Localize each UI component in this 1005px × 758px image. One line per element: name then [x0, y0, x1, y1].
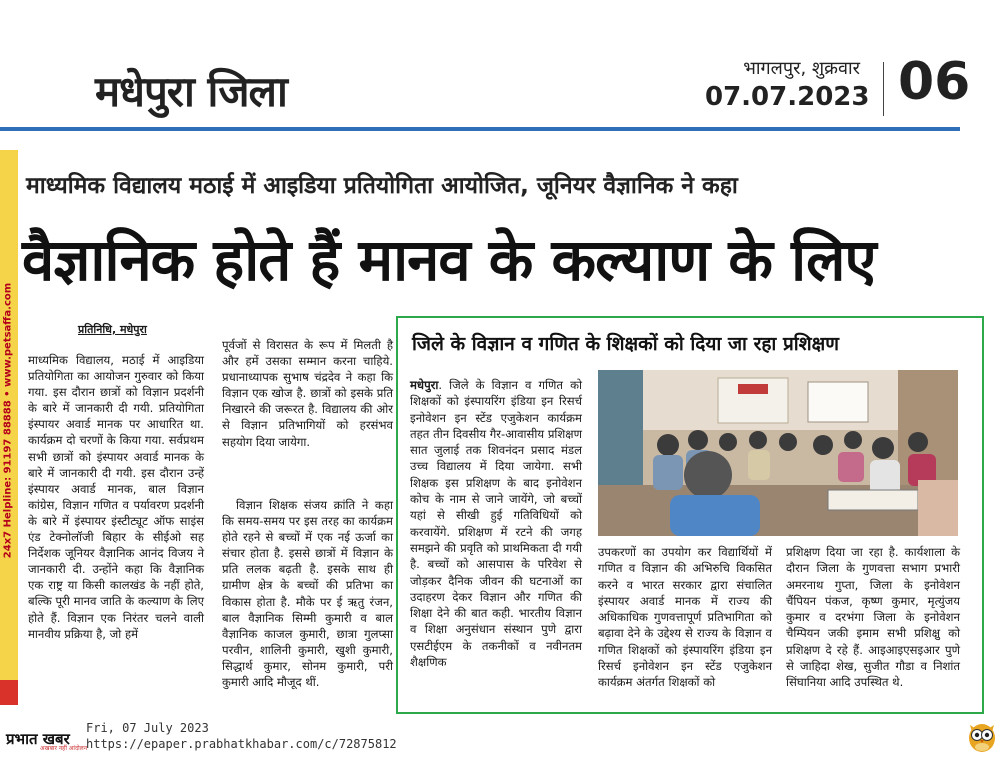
owl-icon[interactable] — [966, 719, 998, 753]
sidebar-story-column-1 — [410, 377, 582, 670]
footer-url[interactable]: https://epaper.prabhatkhabar.com/c/72875812 — [86, 737, 397, 751]
footer-date: Fri, 07 July 2023 — [86, 721, 209, 735]
article-byline: प्रतिनिधि, मधेपुरा — [78, 323, 147, 336]
article-column-2: पूर्वजों से विरासत के रूप में मिलती है और हमें उसका सम्मान करना चाहिये. प्रधानाध्यापक सुभाष चंद्रदेव ने कहा कि विज्ञान एक खोज है. छात्रों को इसके प्रति निखारने की जरूरत है. विद्यालय की ओर से विज्ञान प्रतिभागियों को हरसंभव सहयोग दिया जायेगा. — [222, 338, 393, 449]
article-headline: वैज्ञानिक होते हैं मानव के कल्याण के लिए — [22, 226, 876, 294]
sidebar-story-title: जिले के विज्ञान व गणित के शिक्षकों को दिया जा रहा प्रशिक्षण — [412, 333, 839, 355]
article-kicker: माध्यमिक विद्यालय मठाई में आइडिया प्रतियोगिता आयोजित, जूनियर वैज्ञानिक ने कहा — [26, 173, 738, 199]
sidebar-story-column-3: प्रशिक्षण दिया जा रहा है. कार्यशाला के दौरान जिला के गुणवत्ता सभाग प्रभारी अमरनाथ गुप्ता, जिला के इनोवेशन चैंपियन पंकज, कृष्ण कुमार, मृत्युंजय कुमार व दरभंगा जिला के इनोवेशन चैम्पियन जकी इमाम सभी प्रशिक्षु को प्रशिक्षण दे रहे हैं. आइआइएसइआर पुणे से जाहिदा शेख, सुजीत गौडा व निशांत सिंघानिया आदि उपस्थित थे. — [786, 545, 960, 690]
page-number: 06 — [898, 52, 971, 112]
place-day: भागलपुर, शुक्रवार — [743, 58, 860, 79]
owl-icon-graphic — [966, 719, 998, 753]
newspaper-logo: प्रभात खबर — [6, 730, 70, 748]
sidebar-dateline: मधेपुरा — [410, 378, 439, 392]
district-name: मधेपुरा जिला — [95, 67, 287, 116]
newspaper-tagline: अखबार नहीं आंदोलन — [40, 745, 88, 752]
training-photo-image — [598, 370, 958, 536]
sidebar-story-column-2: उपकरणों का उपयोग कर विद्यार्थियों में गणित व विज्ञान की अभिरुचि विकसित करने व भारत सरकार द्वारा संचालित इंस्पायर अवार्ड मानक में राज्य की अधिकाधिक गुणवत्तापूर्ण प्रतिभागिता को बढ़ावा देने के उद्देश्य से राज्य के विज्ञान व गणित शिक्षकों को इंस्पायरिंग इंडिया इन रिसर्च इनोवेशन इन स्टेंड एजुकेशन कार्यक्रम अंतर्गत शिक्षकों को — [598, 545, 772, 690]
masthead-divider — [883, 62, 884, 116]
article-column-2-paragraph-2: विज्ञान शिक्षक संजय क्रांति ने कहा कि समय-समय पर इस तरह का कार्यक्रम होते रहने से बच्चों में एक नई ऊर्जा का संचार होता है. इससे छात्रों में विज्ञान के प्रति ललक बढ़ती है. इसके साथ ही ग्रामीण क्षेत्र के बच्चों की प्रतिभा का विकास होता है. मौके पर ई ऋतु रंजन, बाल वैज्ञानिक सिम्मी कुमारी व बाल वैज्ञानिक काजल कुमारी, छात्रा गुलप्सा परवीन, शालिनी कुमारी, खुशी कुमारी, सिद्धार्थ कुमार, सोनम कुमारी, परी कुमारी आदि मौजूद थीं. — [222, 498, 393, 690]
article-column-1: माध्यमिक विद्यालय, मठाई में आइडिया प्रतियोगिता का आयोजन गुरुवार को किया गया. इस दौरान छात्रों को विज्ञान प्रदर्शनी के बारे में जानकारी दी गयी. प्रतियोगिता इंस्पायर अवार्ड मानक पर आधारित था. कार्यक्रम दो चरणों के किया गया. सर्वप्रथम सभी छात्रों को इंस्पायर अवार्ड मानक के बारे में जानकारी दी गयी. इस दौरान उन्हें इंस्पायर अवार्ड मानक, बाल विज्ञान कांग्रेस, विज्ञान गणित व पर्यावरण प्रदर्शनी के बारे में इंस्पायर इंस्टीट्यूट ऑफ साइंस एंड टेक्नोलॉजी बिहार के सीईओ सह निर्देशक जूनियर वैज्ञानिक आनंद विजय ने जानकारी दी. उन्होंने कहा कि वैज्ञानिक एक राष्ट्र या किसी कालखंड के नहीं होते, बल्कि पूरी मानव जाति के कल्याण के लिए होते हैं. विज्ञान एक निरंतर चलने वाली मानवीय प्रक्रिया है, जो हमें — [28, 353, 204, 641]
issue-date: 07.07.2023 — [705, 82, 870, 112]
training-photo — [598, 370, 958, 536]
masthead-rule — [0, 127, 960, 131]
side-ad-text: 24x7 Helpline: 91197 88888 • www.petsaffa.com — [2, 282, 14, 559]
sidebar-column-1-text: . जिले के विज्ञान व गणित को शिक्षकों को इंस्पायरिंग इंडिया इन रिसर्च इनोवेशन इन स्टेंड एजुकेशन कार्यक्रम तहत तीन दिवसीय गैर-आवासीय प्रशिक्षण सात जुलाई तक शिवनंदन प्रसाद मंडल उच्च विद्यालय में दिया जायेगा. सभी शिक्षक इस प्रशिक्षण के बाद इनोवेशन कोच के नाम से जाने जायेंगे, जो बच्चों यहां से सीखी हुई गतिविधियों को करवायेंगे. प्रशिक्षण में रटने की जगह समझने की प्रवृति को प्राथमिकता दी गयी है. बच्चों को आसपास के परिवेश से जोड़कर दैनिक जीवन की घटनाओं का उदाहरण देकर विज्ञान और गणित की शिक्षा देने की बात कही. भारतीय विज्ञान व शिक्षा अनुसंधान संस्थान पुणे द्वारा एसटीईएम के तकनीकों व नवीनतम शैक्षणिक — [410, 378, 582, 670]
